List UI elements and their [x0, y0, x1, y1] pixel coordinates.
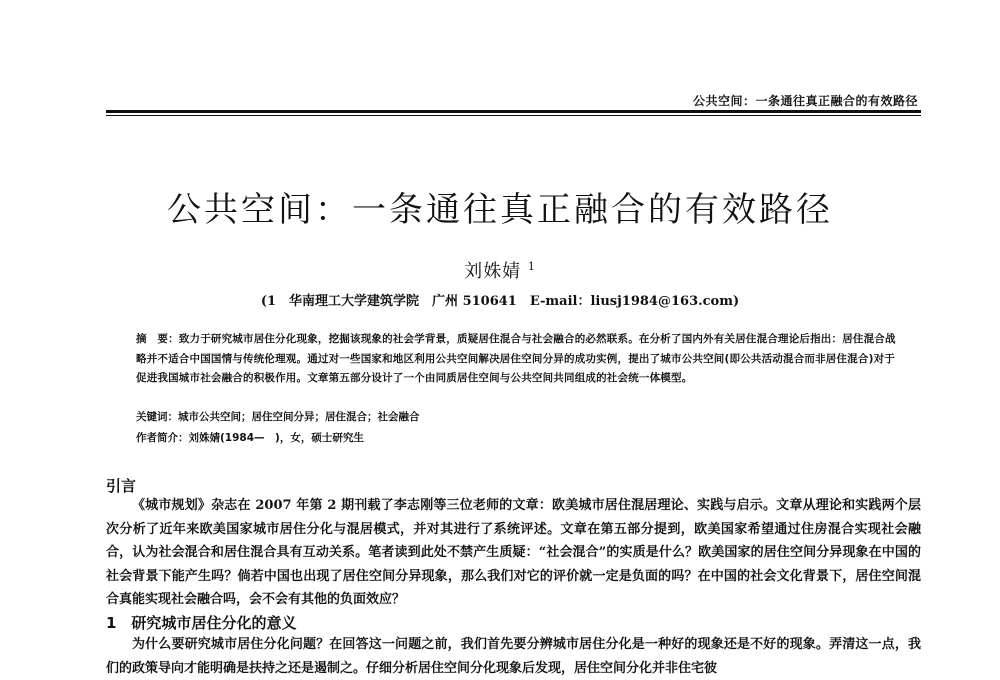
keywords-text: 城市公共空间；居住空间分异；居住混合；社会融合	[178, 411, 420, 423]
running-header: 公共空间：一条通往真正融合的有效路径	[692, 94, 918, 108]
author-line	[0, 257, 1000, 283]
author-name: 刘姝婧	[464, 261, 522, 282]
section1-paragraph: 为什么要研究城市居住分化问题？在回答这一问题之前，我们首先要分辨城市居住分化是一种好的现象还是不好的现象。弄清这一点，我们的政策导向才能明确是扶持之还是遏制之。仔细分析居住空间分化现象后发现，居住空间分化并非住宅彼	[106, 637, 921, 676]
author-intro-label: 作者简介：	[136, 432, 189, 444]
header-rule-thick	[106, 110, 921, 113]
author-intro-text: 刘姝婧(1984— )，女，硕士研究生	[188, 432, 364, 444]
intro-paragraph: 《城市规划》杂志在 2007 年第 2 期刊载了李志刚等三位老师的文章：欧美城市居住混居理论、实践与启示。文章从理论和实践两个层次分析了近年来欧美国家城市居住分化与混居模式，并对其进行了系统评述。文章在第五部分提到，欧美国家希望通过住房混合实现社会融合，认为社会混合和居住混合具有互动关系。笔者读到此处不禁产生质疑：“社会混合”的实质是什么？欧美国家的居住空间分异现象在中国的社会背景下能产生吗？倘若中国也出现了居住空间分异现象，那么我们对它的评价就一定是负面的吗？在中国的社会文化背景下，居住空间混合真能实现社会融合吗，会不会有其他的负面效应？	[106, 498, 921, 607]
author-superscript: 1	[527, 260, 536, 273]
section1-heading: 1 研究城市居住分化的意义	[106, 614, 297, 632]
paper-title: 公共空间：一条通往真正融合的有效路径	[167, 190, 833, 230]
keywords	[136, 409, 420, 424]
author-intro	[136, 430, 364, 445]
intro-heading: 引言	[106, 477, 137, 495]
abstract-label: 摘 要：	[136, 333, 179, 345]
abstract	[136, 330, 896, 389]
keywords-label: 关键词：	[136, 411, 178, 423]
abstract-text: 致力于研究城市居住分化现象，挖掘该现象的社会学背景，质疑居住混合与社会融合的必然联系。在分析了国内外有关居住混合理论后指出：居住混合战略并不适合中国国情与传统伦理观。通过对一些国家和地区利用公共空间解决居住空间分异的成功实例，提出了城市公共空间(即公共活动混合而非居住混合)对于促进我国城市社会融合的积极作用。文章第五部分设计了一个由同质居住空间与公共空间共同组成的社会统一体模型。	[136, 333, 896, 384]
header-rule-thin	[106, 115, 921, 116]
affiliation: (1 华南理工大学建筑学院 广州 510641 E-mail：liusj1984@163.com)	[260, 294, 740, 309]
